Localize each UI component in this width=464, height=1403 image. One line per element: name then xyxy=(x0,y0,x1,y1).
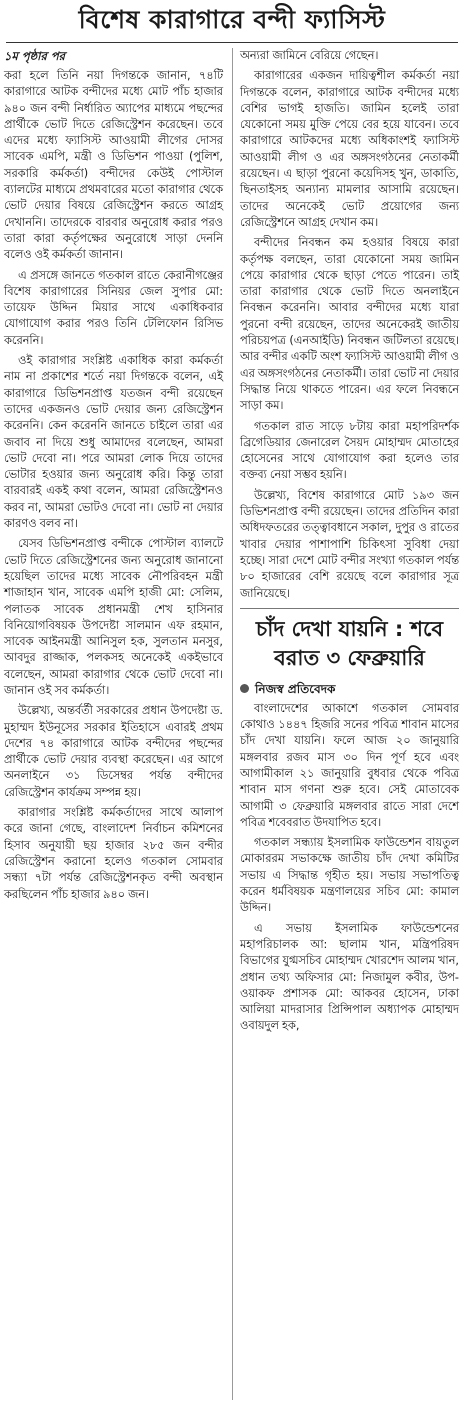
byline xyxy=(240,681,459,697)
article-headline: বিশেষ কারাগারে বন্দী ফ্যাসিস্ট xyxy=(78,5,386,34)
paragraph: এ সভায় ইসলামিক ফাউন্ডেশনের মহাপরিচালক আ: ছালাম খান, মন্ত্রিপরিষদ বিভাগের যুগ্মসচিব মোহাম্মদ খোরশেদ আলম খান, প্রধান তথ্য অফিসার মো: নিজামুল কবীর, উপ-ওয়াকফ প্রশাসক মো: আকবর হোসেন, ঢাকা আলিয়া মাদরাসার প্রিন্সিপাল অধ্যাপক মোহাম্মদ ওবায়দুল হক, xyxy=(240,921,460,1033)
sub-article-headline: চাঁদ দেখা যায়নি : শবে বরাত ৩ ফেব্রুয়ারি xyxy=(255,616,444,670)
continuation-kicker: ১ম পৃষ্ঠার পর xyxy=(4,49,65,63)
paragraph: বাংলাদেশের আকাশে গতকাল সোমবার কোথাও ১৪৪৭ হিজরি সনের পবিত্র শাবান মাসের চাঁদ দেখা যায়নি। ফলে আজ ২০ জানুয়ারি মঙ্গলবার রজব মাস ৩০ দিন পূর্ণ হবে এবং আগামীকাল ২১ জানুয়ারি বুধবার থেকে পবিত্র শাবান মাস গণনা শুরু হবে। সেই মোতাবেক আগামী ৩ ফেব্রুয়ারি মঙ্গলবার রাতে সারা দেশে পবিত্র শবেবরাত উদযাপিত হবে। xyxy=(240,701,459,829)
paragraph: গতকাল সন্ধ্যায় ইসলামিক ফাউন্ডেশন বায়তুল মোকাররম সভাকক্ষে জাতীয় চাঁদ দেখা কমিটির সভায় এ সিদ্ধান্ত গৃহীত হয়। সভায় সভাপতিত্ব করেন ধর্মবিষয়ক মন্ত্রণালয়ের সচিব মো: কামাল উদ্দিন। xyxy=(240,836,459,915)
byline-text: নিজস্ব প্রতিবেদক xyxy=(255,681,336,696)
paragraph: যেসব ডিভিশনপ্রাপ্ত বন্দীকে পোস্টাল ব্যালটে ভোট দিতে রেজিস্ট্রেশনের জন্য অনুরোধ জানানো হয়েছিল তাদের মধ্যে সাবেক নৌপরিবহন মন্ত্রী শাজাহান খান, সাবেক এমপি হাজী মো: সেলিম, পলাতক সাবেক প্রধানমন্ত্রী শেখ হাসিনার বিনিয়োগবিষয়ক উপদেষ্টা সালমান এফ রহমান, সাবেক আইনমন্ত্রী আনিসুল হক, সুলতান মনসুর, আবদুর রাজ্জাক, পলকসহ অনেকেই একইভাবে বলেছেন, আমরা কারাগার থেকে ভোট দেবো না। জানান ওই সব কর্মকর্তা। xyxy=(4,537,223,697)
paragraph: উল্লেখ্য, অন্তর্বর্তী সরকারের প্রধান উপদেষ্টা ড. মুহাম্মদ ইউনূসের সরকার ইতিহাসে এবারই প্রথম দেশের ৭৪ কারাগারে আটক বন্দীদের পছন্দের প্রার্থীকে ভোট দেয়ার ব্যবস্থা করেছেন। এর আগে অনলাইনে ৩১ ডিসেম্বর পর্যন্ত বন্দীদের রেজিস্ট্রেশন কার্যক্রম সম্পন্ন হয়। xyxy=(4,704,223,799)
paragraph: কারাগারের একজন দায়িত্বশীল কর্মকর্তা নয়া দিগন্তকে বলেন, কারাগারে আটক বন্দীদের মধ্যে বেশির ভাগই হাজতি। জামিন হলেই তারা যেকোনো সময় মুক্তি পেয়ে বের হয়ে যাবেন। তবে কারাগারে আটকদের মধ্যে অধিকাংশই ফ্যাসিস্ট আওয়ামী লীগ ও এর অঙ্গসংগঠনের নেতাকর্মী রয়েছেন। এ ছাড়া পুরনো কয়েদিসহ খুন, ডাকাতি, ছিনতাইসহ অন্যান্য মামলার আসামি রয়েছেন। তাদের অনেকেই ভোট প্রয়োগের জন্য রেজিস্ট্রেশনে আগ্রহ দেখান কম। xyxy=(240,69,459,229)
paragraph: গতকাল রাত সাড়ে ৮টায় কারা মহাপরিদর্শক ব্রিগেডিয়ার জেনারেল সৈয়দ মোহাম্মদ মোতাহের হোসেনের সাথে যোগাযোগ করা হলেও তার বক্তব্য নেয়া সম্ভব হয়নি। xyxy=(240,419,459,482)
left-column xyxy=(4,48,223,907)
paragraph: করা হলে তিনি নয়া দিগন্তকে জানান, ৭৪টি কারাগারে আটক বন্দীদের মধ্যে মোট পাঁচ হাজার ৯৪০ জন বন্দী নির্ধারিত অ্যাপের মাধ্যমে পছন্দের প্রার্থীকে ভোট দিতে রেজিস্ট্রেশন করেছেন। তবে এদের মধ্যে ফ্যাসিস্ট আওয়ামী লীগের দোসর সাবেক এমপি, মন্ত্রী ও ডিভিশন পাওয়া (পুলিশ, সরকারি কর্মকর্তা) বন্দীদের কেউই পোস্টাল ব্যালটের মাধ্যমে প্রথমবারের মতো কারাগার থেকে ভোট দেয়ার বিষয়ে রেজিস্ট্রেশন করতে আগ্রহ দেখাননি। তাদেরকে বারবার অনুরোধ করার পরও তারা কারা কর্তৃপক্ষের অনুরোধে সাড়া দেননি বলেও ওই কর্মকর্তা জানান। xyxy=(4,69,223,262)
column-divider xyxy=(232,48,233,1400)
paragraph: বন্দীদের নিবন্ধন কম হওয়ার বিষয়ে কারা কর্তৃপক্ষ বলছেন, তারা যেকোনো সময় জামিন পেয়ে কারাগার থেকে ছাড়া পেতে পারেন। তাই তারা কারাগার থেকে ভোট দিতে অনলাইনে নিবন্ধন করেননি। আবার বন্দীদের মধ্যে যারা পুরনো বন্দী রয়েছেন, তাদের অনেকেরই জাতীয় পরিচয়পত্র (এনআইডি) নিবন্ধন জটিলতা রয়েছে। আর বন্দীর একটি অংশ ফ্যাসিস্ট আওয়ামী লীগ ও এর অঙ্গসংগঠনের নেতাকর্মী। তারা ভোট না দেয়ার সিদ্ধান্ত নিয়ে থাকতে পারেন। এর ফলে নিবন্ধনে সাড়া কম। xyxy=(240,236,459,413)
paragraph: এ প্রসঙ্গে জানতে গতকাল রাতে কেরানীগঞ্জের বিশেষ কারাগারের সিনিয়র জেল সুপার মো: তায়েফ উদ্দিন মিয়ার সাথে একাধিকবার যোগাযোগ করার পরও তিনি টেলিফোন রিসিভ করেননি। xyxy=(4,268,223,347)
paragraph: উল্লেখ্য, বিশেষ কারাগারে মোট ১৯৩ জন ডিভিশনপ্রাপ্ত বন্দী রয়েছেন। তাদের প্রতিদিন কারা অধিদফতরের তত্ত্বাবধানে সকাল, দুপুর ও রাতের খাবার দেয়ার পাশাপাশি চিকিৎসা সুবিধা দেয়া হচ্ছে। সারা দেশে মোট বন্দীর সংখ্যা গতকাল পর্যন্ত ৮০ হাজারের বেশি রয়েছে বলে কারাগার সূত্র জানিয়েছে। xyxy=(240,488,459,600)
headline-rule xyxy=(6,42,458,43)
section-divider xyxy=(240,608,459,609)
paragraph: কারাগার সংশ্লিষ্ট কর্মকর্তাদের সাথে আলাপ করে জানা গেছে, বাংলাদেশ নির্বাচন কমিশনের হিসাব অনুযায়ী ছয় হাজার ২৮৫ জন বন্দীর রেজিস্ট্রেশন করানো হলেও গতকাল সোমবার সন্ধ্যা ৭টা পর্যন্ত রেজিস্ট্রেশনকৃত বন্দী অবস্থান করছিলেন পাঁচ হাজার ৯৪০ জন। xyxy=(4,806,223,901)
bullet-icon xyxy=(240,684,249,693)
paragraph: অন্যরা জামিনে বেরিয়ে গেছেন। xyxy=(240,49,379,62)
paragraph: ওই কারাগার সংশ্লিষ্ট একাধিক কারা কর্মকর্তা নাম না প্রকাশের শর্তে নয়া দিগন্তকে বলেন, এই কারাগারে ডিভিশনপ্রাপ্ত যতজন বন্দী রয়েছেন তাদের একজনও ভোট দেয়ার জন্য রেজিস্ট্রেশন করেননি। কেন করেননি জানতে চাইলে তারা এর জবাব না দিয়ে শুধু আমাদের বলেছেন, আমরা ভোট দেবো না। পরে আমরা লোক দিয়ে তাদের ভোটার হওয়ার জন্য অনুরোধ করি। কিন্তু তারা বারবারই একই কথা বলেন, আমরা রেজিস্ট্রেশনও করব না, আমরা ভোটও দেবো না। ভোট না দেয়ার কারণও বলব না। xyxy=(4,354,223,531)
right-column xyxy=(240,48,459,1039)
